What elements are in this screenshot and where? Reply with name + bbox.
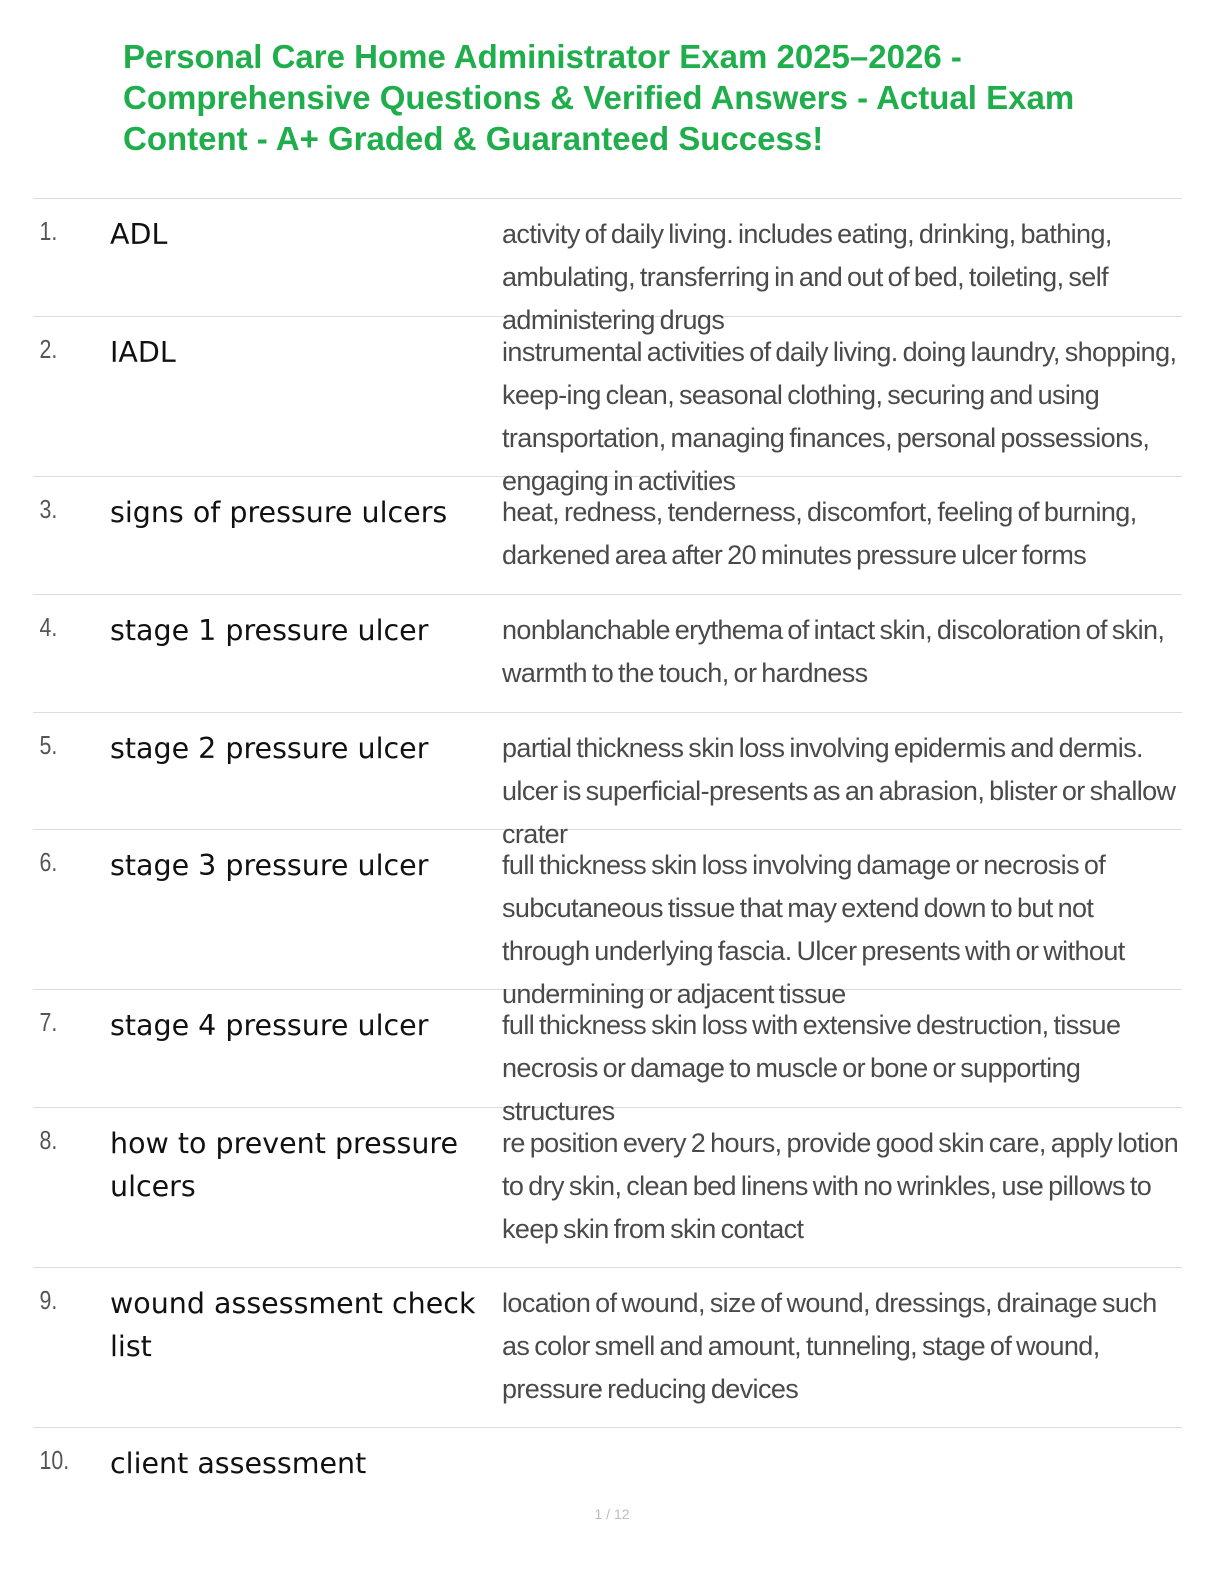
card-number: 7. [39, 1007, 58, 1037]
card-term: client assessment [110, 1447, 367, 1480]
card-number: 8. [39, 1125, 58, 1155]
card-row [33, 1268, 1182, 1428]
card-definition: re position every 2 hours, provide good skin care, apply lotion to dry skin, clean bed linens with no wrinkles, use pillows to keep skin from skin contact [502, 1128, 1179, 1244]
card-row [33, 199, 1182, 335]
card-term: IADL [110, 336, 176, 369]
card-definition: full thickness skin loss with extensive destruction, tissue necrosis or damage to muscle or bone or supporting structures [502, 1010, 1121, 1126]
card-number: 1. [39, 216, 58, 246]
card-definition: heat, redness, tenderness, discomfort, feeling of burning, darkened area after 20 minutes pressure ulcer forms [502, 497, 1137, 570]
card-number: 9. [39, 1285, 58, 1315]
card-row [33, 595, 1182, 713]
card-number: 6. [39, 847, 58, 877]
card-number: 5. [39, 730, 58, 760]
card-number: 2. [39, 334, 58, 364]
card-term: stage 3 pressure ulcer [110, 849, 429, 882]
card-term: stage 4 pressure ulcer [110, 1009, 429, 1042]
card-number: 10. [39, 1445, 70, 1475]
card-definition [502, 1428, 1182, 1460]
document-title: Personal Care Home Administrator Exam 2025–2026 - Comprehensive Questions & Verified Answers - Actual Exam Content - A+ Graded & Guaranteed Success! [123, 38, 1075, 157]
card-term: ADL [110, 218, 168, 251]
flashcard-list [33, 198, 1182, 1498]
card-term: how to prevent pressure ulcers [110, 1127, 459, 1203]
card-definition: partial thickness skin loss involving epidermis and dermis. ulcer is superficial-presents as an abrasion, blister or shallow crater [502, 733, 1176, 849]
card-term: stage 1 pressure ulcer [110, 614, 429, 647]
card-definition: activity of daily living. includes eating, drinking, bathing, ambulating, transferring in and out of bed, toileting, self administering drugs [502, 219, 1112, 335]
page-number: 1 / 12 [594, 1506, 630, 1522]
card-row [33, 477, 1182, 595]
card-row [33, 990, 1182, 1126]
card-row [33, 830, 1182, 1009]
card-row [33, 1108, 1182, 1268]
card-definition: nonblanchable erythema of intact skin, discoloration of skin, warmth to the touch, or hardness [502, 615, 1165, 688]
card-row [33, 713, 1182, 849]
card-definition: instrumental activities of daily living. doing laundry, shopping, keep-ing clean, seasonal clothing, securing and using transportation, managing finances, personal possessions, engaging in activities [502, 337, 1177, 496]
card-term: signs of pressure ulcers [110, 496, 448, 529]
card-row [33, 1428, 1182, 1498]
card-term: stage 2 pressure ulcer [110, 732, 429, 765]
card-number: 3. [39, 494, 58, 524]
card-term: wound assessment check list [110, 1287, 476, 1363]
card-row [33, 317, 1182, 496]
card-number: 4. [39, 612, 58, 642]
card-definition: full thickness skin loss involving damage or necrosis of subcutaneous tissue that may extend down to but not through underlying fascia. Ulcer presents with or without undermining or adjacent tissue [502, 850, 1125, 1009]
card-definition: location of wound, size of wound, dressings, drainage such as color smell and amount, tunneling, stage of wound, pressure reducing devices [502, 1288, 1157, 1404]
